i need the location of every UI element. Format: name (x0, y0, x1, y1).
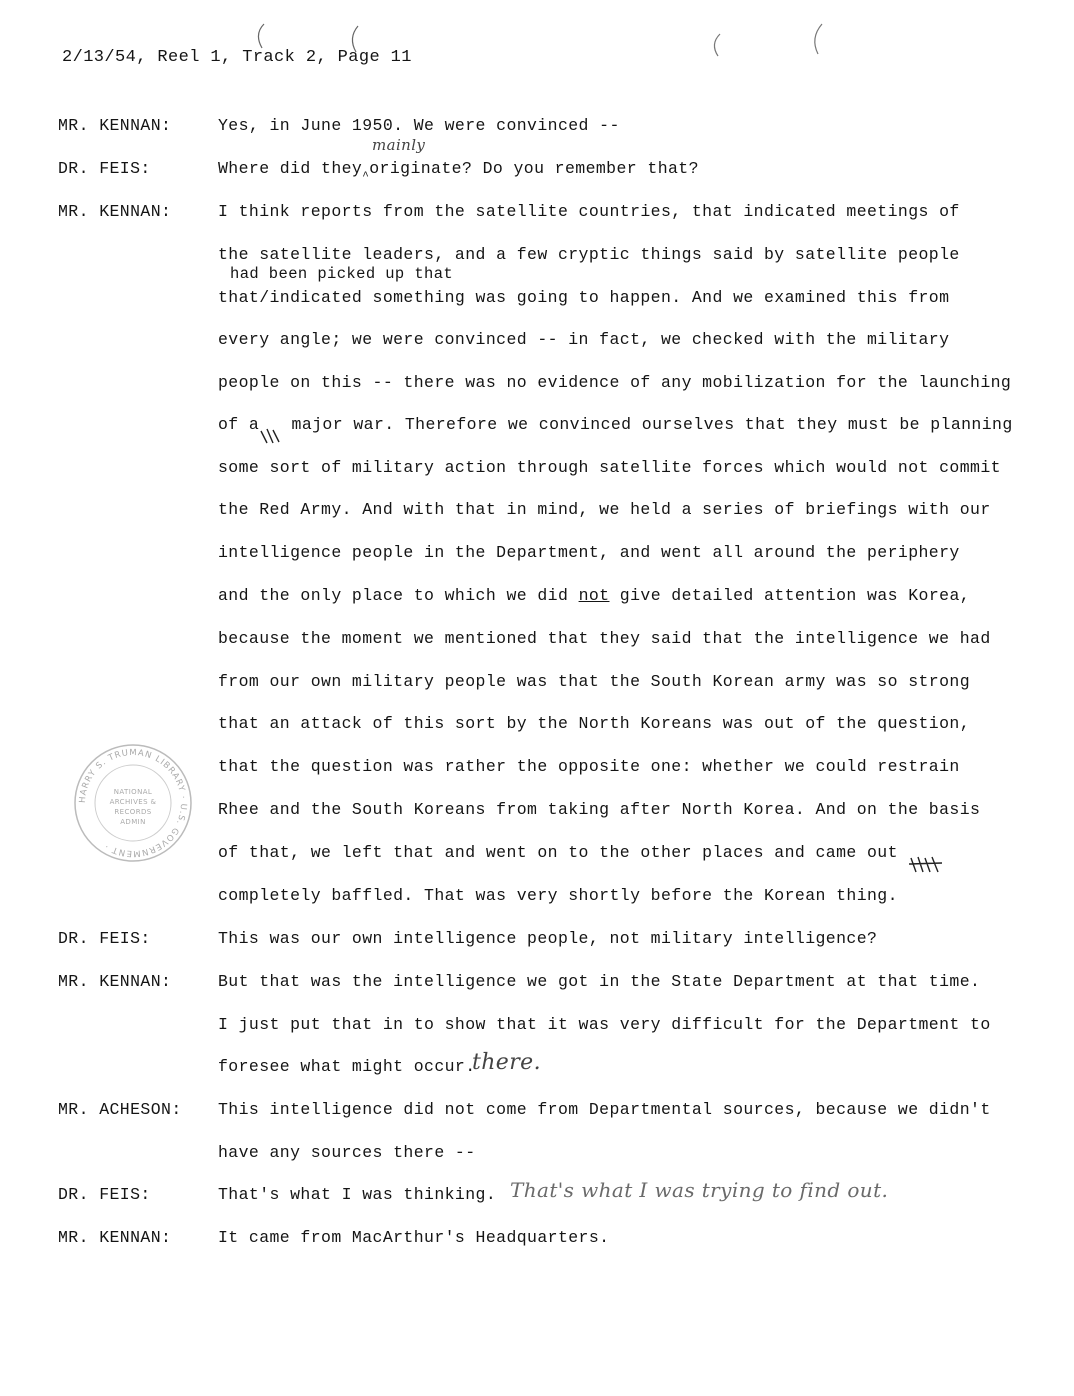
typed-insert: had been picked up that (230, 265, 454, 283)
handwritten-insert-there: there. (472, 1050, 541, 1075)
transcript-line: that the question was rather the opposite one: whether we could restrain (218, 757, 960, 776)
speaker-label: MR. KENNAN: (58, 1228, 172, 1247)
svg-text:RECORDS: RECORDS (114, 808, 152, 816)
speaker-label: MR. ACHESON: (58, 1100, 182, 1119)
archive-stamp (72, 742, 194, 864)
svg-text:NATIONAL: NATIONAL (113, 788, 153, 796)
transcript-line: I just put that in to show that it was very difficult for the Department to (218, 1015, 991, 1034)
transcript-line: some sort of military action through satellite forces which would not commit (218, 458, 1001, 477)
caret-mark: ^ (362, 171, 370, 183)
speaker-label: DR. FEIS: (58, 159, 151, 178)
line-segment: originate? Do you remember that? (369, 159, 699, 178)
underlined-word: not (578, 586, 610, 605)
transcript-line: because the moment we mentioned that they said that the intelligence we had (218, 629, 991, 648)
transcript-line: foresee what might occur. (218, 1057, 476, 1076)
transcript-line: that an attack of this sort by the North Koreans was out of the question, (218, 714, 971, 733)
transcript-line: That's what I was thinking. (218, 1185, 497, 1204)
line-segment: give detailed attention was Korea, (619, 586, 971, 605)
handwritten-insert-mainly: mainly (372, 136, 426, 154)
speaker-label: MR. KENNAN: (58, 202, 172, 221)
transcript-line (218, 415, 1013, 434)
svg-text:HARRY S. TRUMAN LIBRARY · U.S.: HARRY S. TRUMAN LIBRARY · U.S. GOVERNMENT · (77, 747, 189, 859)
transcript-line: the satellite leaders, and a few cryptic things said by satellite people (218, 245, 960, 264)
stray-pen-marks (250, 20, 850, 60)
svg-text:ARCHIVES &: ARCHIVES & (109, 798, 157, 806)
transcript-line: completely baffled. That was very shortly before the Korean thing. (218, 886, 898, 905)
transcript-line: It came from MacArthur's Headquarters. (218, 1228, 610, 1247)
speaker-label: DR. FEIS: (58, 929, 151, 948)
transcript-line: every angle; we were convinced -- in fact, we checked with the military (218, 330, 950, 349)
transcript-line (218, 586, 970, 605)
transcript-line: from our own military people was that the South Korean army was so strong (218, 672, 971, 691)
transcript-line: I think reports from the satellite countries, that indicated meetings of (218, 202, 960, 221)
line-segment: major war. Therefore we convinced ourselves that they must be planning (291, 415, 1013, 434)
transcript-line: This was our own intelligence people, not military intelligence? (218, 929, 878, 948)
line-segment: and the only place to which we did (218, 586, 569, 605)
line-segment: Where did they (218, 159, 363, 178)
transcript-line: But that was the intelligence we got in the State Department at that time. (218, 972, 981, 991)
speaker-label: DR. FEIS: (58, 1185, 151, 1204)
transcript-line (218, 159, 699, 183)
svg-text:ADMIN: ADMIN (120, 818, 146, 826)
transcript-line: Rhee and the South Koreans from taking after North Korea. And on the basis (218, 800, 981, 819)
transcript-line: intelligence people in the Department, and went all around the periphery (218, 543, 960, 562)
transcript-line: This intelligence did not come from Departmental sources, because we didn't (218, 1100, 991, 1119)
transcript-line: the Red Army. And with that in mind, we held a series of briefings with our (218, 500, 991, 519)
transcript-line (218, 843, 944, 862)
transcript-line: people on this -- there was no evidence of any mobilization for the launching (218, 373, 1012, 392)
handwritten-note-feis: That's what I was trying to find out. (510, 1178, 889, 1202)
page-header: 2/13/54, Reel 1, Track 2, Page 11 (62, 48, 412, 67)
transcript-line: that/indicated something was going to happen. And we examined this from (218, 288, 950, 307)
speaker-label: MR. KENNAN: (58, 116, 172, 135)
line-segment: of that, we left that and went on to the other places and came out (218, 843, 898, 862)
line-segment: of a (218, 415, 260, 434)
transcript-line: Yes, in June 1950. We were convinced -- (218, 116, 620, 135)
speaker-label: MR. KENNAN: (58, 972, 172, 991)
transcript-line: have any sources there -- (218, 1143, 476, 1162)
